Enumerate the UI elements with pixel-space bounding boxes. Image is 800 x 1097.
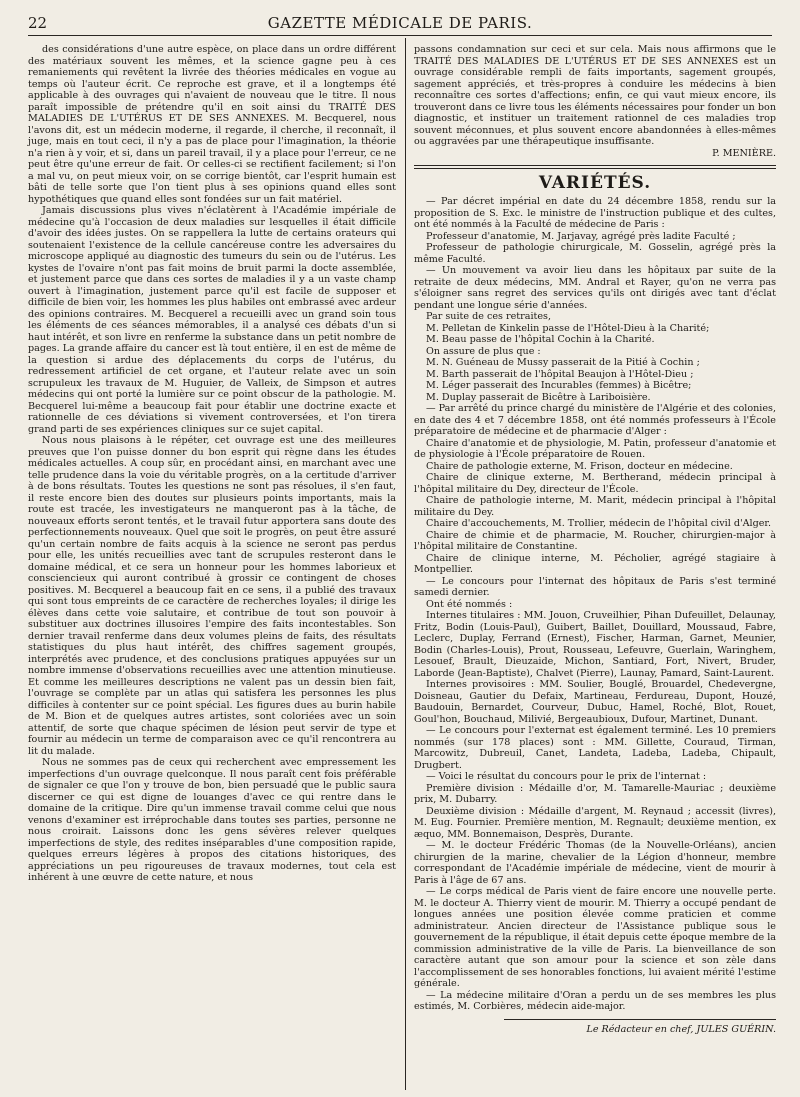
news-item: Chaire de pathologie externe, M. Frison, docteur en médecine. xyxy=(426,460,733,472)
section-title: VARIÉTÉS. xyxy=(538,173,652,193)
news-item: M. Pelletan de Kinkelin passe de l'Hôtel-Dieu à la Charité; xyxy=(426,322,710,334)
news-item: Chaire de clinique interne, M. Pécholier, agrégé stagiaire à Montpellier. xyxy=(414,552,776,576)
article-paragraph: Jamais discussions plus vives n'éclatèrent à l'Académie impériale de médecine qu'à l'occasion de deux maladies sur lesquelles il était difficile d'avoir des idées justes. On se rappellera la lutte de certains orateurs qui soutenaient l'existence de la cellule cancéreuse contre les adversaires du microscope appliqué au diagnostic des tumeurs du sein ou de l'utérus. Les kystes de l'ovaire n'ont pas fait moins de bruit parmi la docte assemblée, et justement parce que dans ces sortes de maladies il y a un vaste champ ouvert à l'imagination, justement parce qu'il est facile de supposer et difficile de bien voir, les hommes les plus habiles ont embrassé avec ardeur des opinions contraires. M. Becquerel a recueilli avec un grand soin tous les éléments de ces séances mémorables, il a analysé ces débats d'un si haut intérêt, et son livre en renferme la substance dans un petit nombre de pages. La grande affaire du cancer est là tout entière, il en est de même de la question si ardue des déplacements du corps de l'utérus, du redressement artificiel de cet organe, et l'auteur relate avec un soin scrupuleux les travaux de M. Huguier, de Valleix, de Simpson et autres médecins qui ont porté la lumière sur ce point obscur de la pathologie. M. Becquerel lui-même a beaucoup fait pour établir une doctrine exacte et rationnelle de ces déviations si vivement controversées, et l'on tirera grand parti de ses expériences cliniques sur ce sujet capital. xyxy=(28,205,396,435)
news-item: — Le concours pour l'externat est également terminé. Les 10 premiers nommés (sur 178 places) sont : MM. Gillette, Couraud, Tirman, Marcowitz, Dubreuil, Canet, Landeta, Ladeba, Ladeba, Chipault, Drugbert. xyxy=(414,725,776,771)
news-item: Deuxième division : Médaille d'argent, M. Reynaud ; accessit (livres), M. Eug. Fournier. Première mention, M. Regnault; deuxième mention, ex æquo, MM. Bonnemaison, Desprès, Durante. xyxy=(414,805,776,840)
news-item: — Par décret impérial en date du 24 décembre 1858, rendu sur la proposition de S. Exc. le ministre de l'instruction publique et des cultes, ont été nommés à la Faculté de médecine de Paris : xyxy=(414,196,776,231)
header-rule xyxy=(28,35,772,36)
editor-rule xyxy=(504,1019,776,1020)
news-item: — Le concours pour l'internat des hôpitaux de Paris s'est terminé samedi dernier. xyxy=(414,575,776,599)
news-item: Professeur d'anatomie, M. Jarjavay, agrégé près ladite Faculté ; xyxy=(426,230,736,242)
article-paragraph: Nous nous plaisons à le répéter, cet ouvrage est une des meilleures preuves que l'on puisse donner du bon esprit qui règne dans les études médicales actuelles. A coup sûr, en procédant ainsi, en marchant avec une telle prudence dans la voie du véritable progrès, on a la certitude d'arriver à de bons résultats. Toutes les questions ne sont pas résolues, il s'en faut, il reste encore bien des doutes sur plusieurs points importants, mais la route est tracée, les investigateurs ne manqueront pas à la tâche, de nouveaux efforts seront tentés, et le travail futur apportera sans doute des perfectionnements nouveaux. Quel que soit le progrès, on peut être assuré qu'un certain nombre de faits acquis à la science ne seront pas perdus pour elle, les unités recueillies avec tant de scrupules resteront dans le domaine médical, et ce sera un honneur pour les hommes laborieux et consciencieux qui auront contribué à grossir ce contingent de choses positives. M. Becquerel a beaucoup fait en ce sens, il a publié des travaux qui sont tous empreints de ce caractère de recherches loyales; il dirige les élèves dans cette voie salutaire, et contribue de tout son pouvoir à substituer aux doctrines illusoires l'empire des faits incontestables. Son dernier travail renferme dans deux volumes pleins de faits, des résultats statistiques du plus haut intérêt, des chiffres sagement groupés, interprétés avec prudence, et des conclusions pratiques appuyées sur un nombre immense d'observations recueillies avec une attention minutieuse. Et comme les meilleures descriptions ne valent pas un dessin bien fait, l'ouvrage se complète par un atlas qui satisfera les personnes les plus difficiles à contenter sur ce point spécial. Les figures dues au burin habile de M. Bion et de quelques autres artistes, sont coloriées avec un soin attentif, de sorte que chaque spécimen de lésion peut servir de type et fournir au médecin un terme de comparaison avec ce qu'il rencontrera au lit du malade. xyxy=(28,435,396,757)
section-rule xyxy=(414,165,776,166)
editor-line: Le Rédacteur en chef, JULES GUÉRIN. xyxy=(586,1023,776,1035)
article-paragraph: des considérations d'une autre espèce, on place dans un ordre différent des matériaux souvent les mêmes, et la science gagne peu à ces remaniements qui revêtent la livrée des théories médicales en vogue au temps où l'auteur écrit. Ce reproche est grave, et il a longtemps été applicable à des ouvrages qui n'avaient de nouveau que le titre. Il nous paraît impossible de prétendre qu'il en soit ainsi du TRAITÉ DES MALADIES DE L'UTÉRUS ET DE SES ANNEXES. M. Becquerel, nous l'avons dit, est un médecin moderne, il regarde, il cherche, il reconnaît, il juge, mais en tout ceci, il n'y a pas de place pour l'imagination, la théorie n'a rien à y voir, et si, dans un pareil travail, il y a place pour l'erreur, ce ne peut être qu'une erreur de fait. Or celles-ci se rectifient facilement; si l'on a mal vu, on peut mieux voir, on se corrige bientôt, car l'esprit humain est bâti de telle sorte que l'on tient plus à ses opinions quand elles sont hypothétiques que quand elles sont fondées sur un fait matériel. xyxy=(28,44,396,205)
news-item: Par suite de ces retraites, xyxy=(426,311,552,323)
news-item: M. Barth passerait de l'hôpital Beaujon à l'Hôtel-Dieu ; xyxy=(426,368,694,380)
news-item: — Voici le résultat du concours pour le prix de l'internat : xyxy=(426,771,707,783)
news-item: Chaire de chimie et de pharmacie, M. Roucher, chirurgien-major à l'hôpital militaire de Constantine. xyxy=(414,529,776,553)
news-item: Chaire d'anatomie et de physiologie, M. Patin, professeur d'anatomie et de physiologie à l'École préparatoire de Rouen. xyxy=(414,437,776,461)
news-item: Première division : Médaille d'or, M. Tamarelle-Mauriac ; deuxième prix, M. Dubarry. xyxy=(414,782,776,806)
news-item: — Le corps médical de Paris vient de faire encore une nouvelle perte. M. le docteur A. Thierry vient de mourir. M. Thierry a occupé pendant de longues années une position élevée comme praticien et comme administrateur. Ancien directeur de l'Assistance publique sous le gouvernement de la république, il était depuis cette époque membre de la commission administrative de la ville de Paris. La bienveillance de son caractère autant que son amour pour la science et son zèle dans l'accomplissement de ses honorables fonctions, lui avaient mérité l'estime générale. xyxy=(414,886,776,990)
article-paragraph: Nous ne sommes pas de ceux qui recherchent avec empressement les imperfections d'un ouvrage quelconque. Il nous paraît cent fois préférable de signaler ce que l'on y trouve de bon, bien persuadé que le public saura discerner ce qui est digne de louanges d'avec ce qui rentre dans le domaine de la critique. Dire qu'un immense travail comme celui que nous venons d'examiner est irréprochable dans toutes ses parties, personne ne nous croirait. Laissons donc les gens sévères relever quelques imperfections de style, des redites inséparables d'une composition rapide, quelques erreurs légères à propos des citations historiques, des appréciations un peu rigoureuses de travaux modernes, tout cela est inhérent à une œuvre de cette nature, et nous xyxy=(28,757,396,883)
page-number: 22 xyxy=(28,14,48,32)
news-item: Chaire de pathologie interne, M. Marit, médecin principal à l'hôpital militaire du Dey. xyxy=(414,495,776,518)
article-signature: P. MENIÈRE. xyxy=(712,147,776,159)
article-continuation: passons condamnation sur ceci et sur cela. Mais nous affirmons que le TRAITÉ DES MALADIES DE L'UTÉRUS ET DE SES ANNEXES est un ouvrage considérable rempli de faits importants, sagement groupés, sagement appréciés, et très-propres à conduire les médecins à bien reconnaître ces sortes d'affections; enfin, ce qui vaut mieux encore, ils trouveront dans ce livre tous les éléments nécessaires pour fonder un bon diagnostic, et instituer un traitement rationnel de ces maladies trop souvent méconnues, et plus souvent encore abandonnées à elles-mêmes ou aggravées par une thérapeutique insuffisante. xyxy=(414,44,776,147)
news-item: M. Léger passerait des Incurables (femmes) à Bicêtre; xyxy=(426,380,692,392)
news-item: Ont été nommés : xyxy=(426,598,513,610)
right-column xyxy=(414,44,776,1084)
left-column xyxy=(28,44,396,1084)
news-item: Professeur de pathologie chirurgicale, M. Gosselin, agrégé près la même Faculté. xyxy=(414,242,776,265)
news-item: Chaire d'accouchements, M. Trollier, médecin de l'hôpital civil d'Alger. xyxy=(426,518,771,530)
news-items xyxy=(414,196,776,1013)
news-item: Internes titulaires : MM. Jouon, Cruveilhier, Pihan Dufeuillet, Delaunay, Fritz, Bodin (Louis-Paul), Guibert, Baillet, Douillard, Moussaud, Fabre, Leclerc, Duplay, Ferrand (Ernest), Fischer, Harman, Garnet, Meunier, Bodin (Charles-Louis), Prout, Rousseau, Lefeuvre, Guerlain, Waringhem, Lesouef, Brault, Dieuzaide, Michon, Santiard, Fort, Nivert, Bruder, Laborde (Jean-Baptiste), Chalvet (Pierre), Launay, Pamard, Saint-Laurent. xyxy=(414,610,776,679)
news-item: — Un mouvement va avoir lieu dans les hôpitaux par suite de la retraite de deux médecins, MM. Andral et Rayer, qu'on ne verra pas s'éloigner sans regret des services qu'ils ont dirigés avec tant d'éclat pendant une longue série d'années. xyxy=(414,265,776,311)
news-item: — Par arrêté du prince chargé du ministère de l'Algérie et des colonies, en date des 4 et 7 décembre 1858, ont été nommés professeurs à l'École préparatoire de médecine et de pharmacie d'Alger : xyxy=(414,403,776,438)
news-item: M. N. Guéneau de Mussy passerait de la Pitié à Cochin ; xyxy=(426,357,700,369)
news-item: Chaire de clinique externe, M. Bertherand, médecin principal à l'hôpital militaire du Dey, directeur de l'École. xyxy=(414,472,776,495)
journal-title: GAZETTE MÉDICALE DE PARIS. xyxy=(267,14,533,32)
news-item: M. Duplay passerait de Bicêtre à Lariboisière. xyxy=(426,391,651,403)
news-item: On assure de plus que : xyxy=(426,345,541,357)
news-item: — M. le docteur Frédéric Thomas (de la Nouvelle-Orléans), ancien chirurgien de la marine, chevalier de la Légion d'honneur, membre correspondant de l'Académie impériale de médecine, vient de mourir à Paris à l'âge de 67 ans. xyxy=(414,840,776,886)
section-rule xyxy=(414,168,776,169)
news-item: Internes provisoires : MM. Soulier, Bouglé, Brouardel, Chedevergne, Doisneau, Gautier du Defaix, Martineau, Ferdureau, Dupont, Houzé, Baudouin, Bernardet, Courveur, Dubuc, Hamel, Roché, Blot, Rouet, Goul'hon, Bouchaud, Milivié, Bergeaubioux, Dufour, Martinet, Dunant. xyxy=(414,679,776,725)
column-divider xyxy=(405,38,406,1090)
page-header xyxy=(28,12,772,36)
news-item: — La médecine militaire d'Oran a perdu un de ses membres les plus estimés, M. Corbières, médecin aide-major. xyxy=(414,989,776,1013)
news-item: M. Beau passe de l'hôpital Cochin à la Charité. xyxy=(426,334,655,346)
